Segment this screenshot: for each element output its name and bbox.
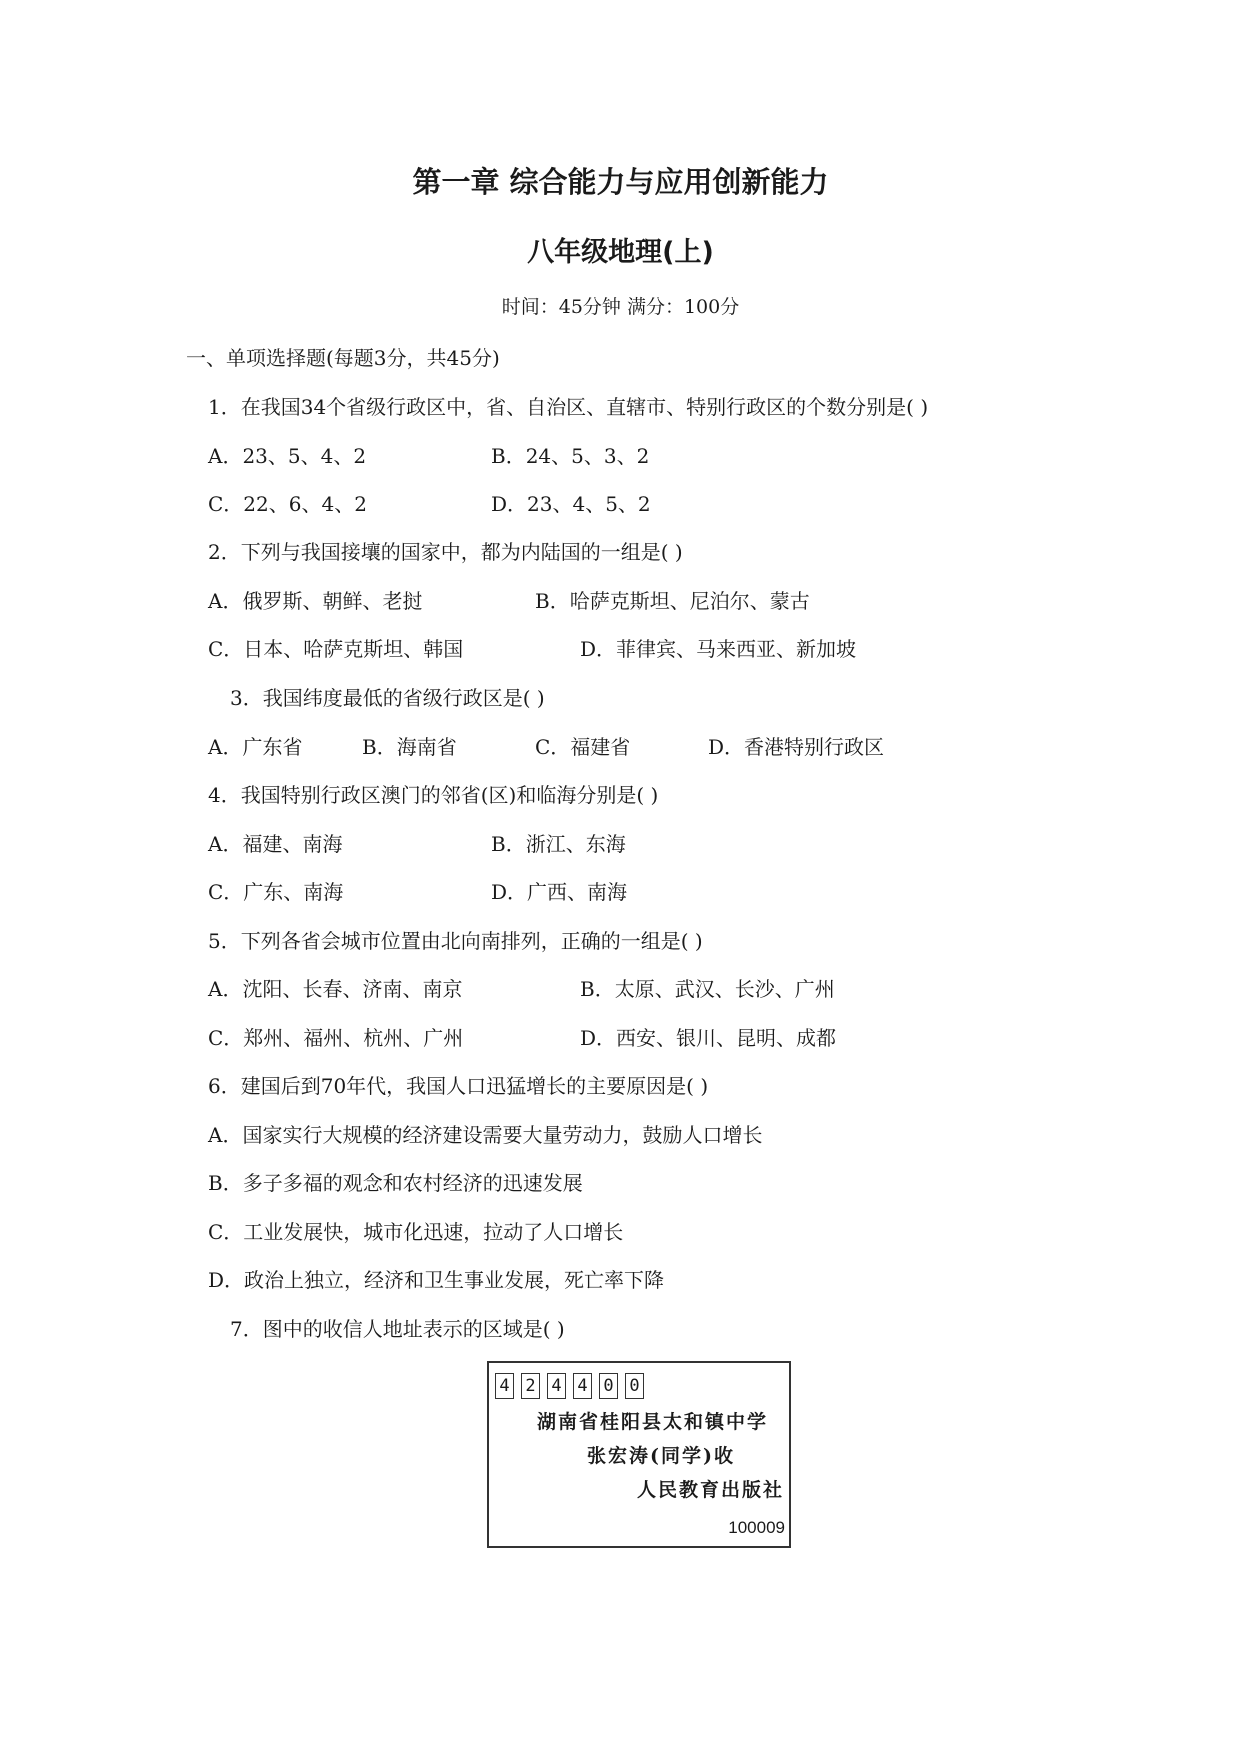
question-2-option-b[interactable]: B．哈萨克斯坦、尼泊尔、蒙古 <box>535 589 810 613</box>
question-3-option-c[interactable]: C．福建省 <box>535 735 631 759</box>
sender-name: 人民教育出版社 <box>637 1479 785 1501</box>
question-stem-5: 5．下列各省会城市位置由北向南排列，正确的一组是( ) <box>208 929 703 953</box>
zip-digit-3: 4 <box>547 1373 566 1399</box>
question-stem-4: 4．我国特别行政区澳门的邻省(区)和临海分别是( ) <box>208 783 659 807</box>
question-1-option-b[interactable]: B．24、5、3、2 <box>491 444 650 468</box>
question-5-option-c[interactable]: C．郑州、福州、杭州、广州 <box>208 1026 464 1050</box>
question-2-option-a[interactable]: A．俄罗斯、朝鲜、老挝 <box>208 589 423 613</box>
zip-digit-6: 0 <box>625 1373 644 1399</box>
recipient-address: 湖南省桂阳县太和镇中学 <box>537 1411 769 1433</box>
question-stem-7: 7．图中的收信人地址表示的区域是( ) <box>230 1317 565 1341</box>
question-4-option-a[interactable]: A．福建、南海 <box>208 832 343 856</box>
exam-meta: 时间：45分钟 满分：100分 <box>501 296 740 318</box>
zip-digit-2: 2 <box>521 1373 540 1399</box>
zip-digit-1: 4 <box>495 1373 514 1399</box>
question-4-option-c[interactable]: C．广东、南海 <box>208 880 344 904</box>
zip-digit-4: 4 <box>573 1373 592 1399</box>
question-3-option-d[interactable]: D．香港特别行政区 <box>708 735 885 759</box>
question-2-option-d[interactable]: D．菲律宾、马来西亚、新加坡 <box>580 637 857 661</box>
question-5-option-a[interactable]: A．沈阳、长春、济南、南京 <box>208 977 463 1001</box>
question-1-option-d[interactable]: D．23、4、5、2 <box>491 492 651 516</box>
zip-digit-5: 0 <box>599 1373 618 1399</box>
page-title: 第一章 综合能力与应用创新能力 <box>412 165 829 199</box>
envelope-figure <box>487 1361 791 1548</box>
question-4-option-b[interactable]: B．浙江、东海 <box>491 832 626 856</box>
question-5-option-d[interactable]: D．西安、银川、昆明、成都 <box>580 1026 837 1050</box>
recipient-name: 张宏涛(同学)收 <box>587 1445 735 1467</box>
question-3-option-a[interactable]: A．广东省 <box>208 735 303 759</box>
question-6-option-d[interactable]: D．政治上独立，经济和卫生事业发展，死亡率下降 <box>208 1268 665 1292</box>
page-subtitle: 八年级地理(上) <box>527 237 714 268</box>
question-stem-2: 2．下列与我国接壤的国家中，都为内陆国的一组是( ) <box>208 540 683 564</box>
sender-zip: 100009 <box>728 1518 785 1537</box>
question-5-option-b[interactable]: B．太原、武汉、长沙、广州 <box>580 977 835 1001</box>
question-1-option-a[interactable]: A．23、5、4、2 <box>208 444 367 468</box>
question-4-option-d[interactable]: D．广西、南海 <box>491 880 628 904</box>
section-heading: 一、单项选择题(每题3分，共45分) <box>186 346 500 370</box>
question-stem-1: 1．在我国34个省级行政区中，省、自治区、直辖市、特别行政区的个数分别是( ) <box>208 395 929 419</box>
question-3-option-b[interactable]: B．海南省 <box>362 735 457 759</box>
question-1-option-c[interactable]: C．22、6、4、2 <box>208 492 367 516</box>
question-6-option-a[interactable]: A．国家实行大规模的经济建设需要大量劳动力，鼓励人口增长 <box>208 1123 763 1147</box>
question-2-option-c[interactable]: C．日本、哈萨克斯坦、韩国 <box>208 637 464 661</box>
question-stem-3: 3．我国纬度最低的省级行政区是( ) <box>230 686 545 710</box>
question-stem-6: 6．建国后到70年代，我国人口迅猛增长的主要原因是( ) <box>208 1074 709 1098</box>
question-6-option-c[interactable]: C．工业发展快，城市化迅速，拉动了人口增长 <box>208 1220 624 1244</box>
question-6-option-b[interactable]: B．多子多福的观念和农村经济的迅速发展 <box>208 1171 583 1195</box>
